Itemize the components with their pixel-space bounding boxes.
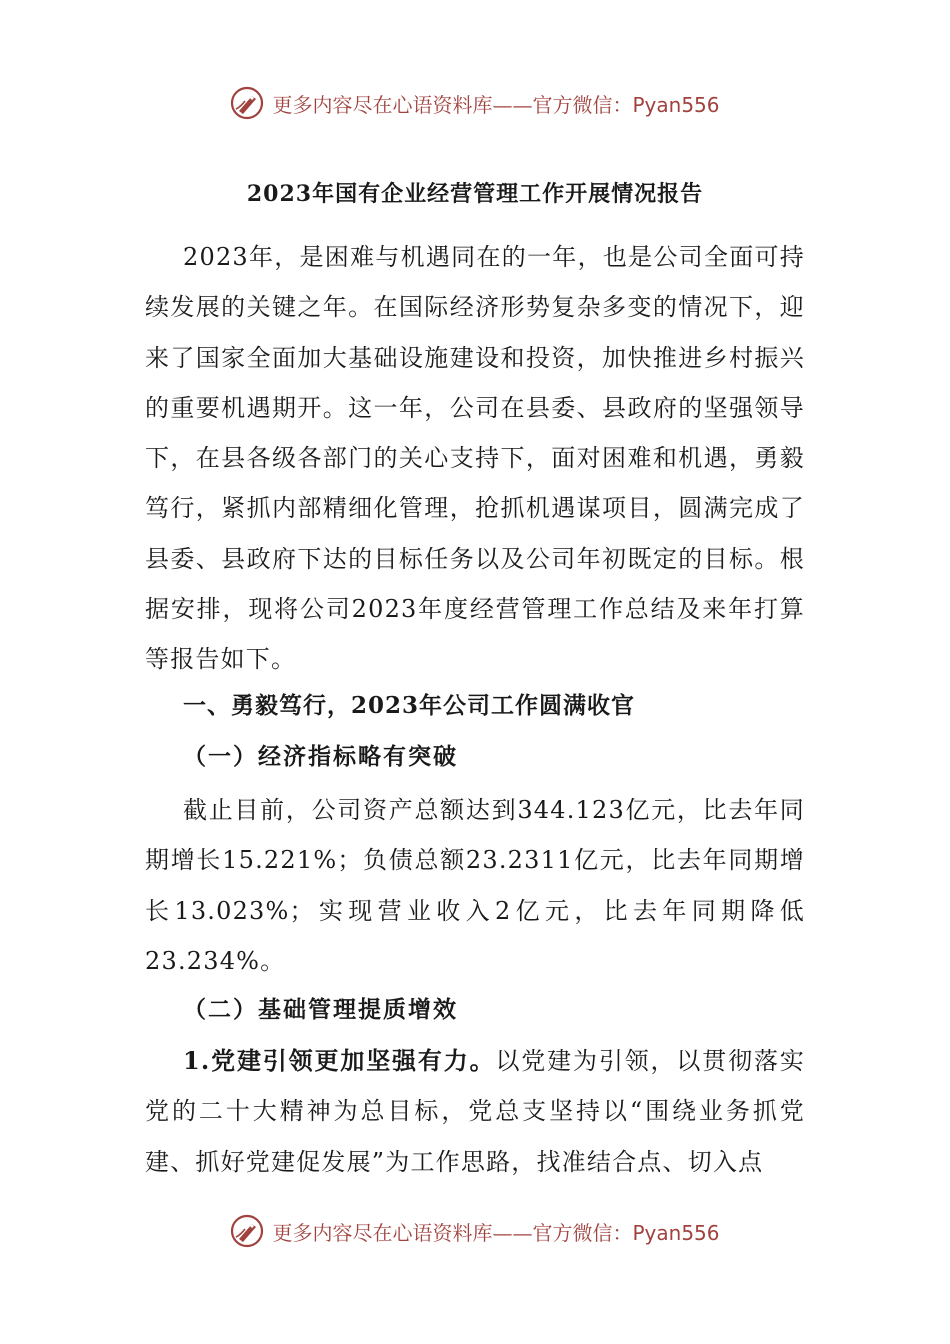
- intro-paragraph: 2023年，是困难与机遇同在的一年，也是公司全面可持续发展的关键之年。在国际经济形势复杂多变的情况下，迎来了国家全面加大基础设施建设和投资，加快推进乡村振兴的重要机遇期开。这一年，公司在县委、县政府的坚强领导下，在县各级各部门的关心支持下，面对困难和机遇，勇毅笃行，紧抓内部精细化管理，抢抓机遇谋项目，圆满完成了县委、县政府下达的目标任务以及公司年初既定的目标。根据安排，现将公司2023年度经营管理工作总结及来年打算等报告如下。: [145, 243, 805, 674]
- document-title: 2023年国有企业经营管理工作开展情况报告: [246, 181, 704, 207]
- section-heading-1: 一、勇毅笃行，2023年公司工作圆满收官: [183, 692, 636, 719]
- subsection-heading-management: （二）基础管理提质增效: [183, 996, 458, 1023]
- pen-nib-logo-icon: [230, 86, 264, 120]
- watermark-text: 更多内容尽在心语资料库——官方微信：Pyan556: [272, 92, 720, 117]
- subsection-heading-economic: （一）经济指标略有突破: [183, 743, 458, 770]
- footer-watermark-banner: [0, 1208, 950, 1254]
- party-building-paragraph: [145, 1036, 805, 1187]
- party-building-lead: 1.党建引领更加坚强有力。: [183, 1046, 496, 1075]
- pen-nib-logo-icon: [230, 1214, 264, 1248]
- watermark-text: 更多内容尽在心语资料库——官方微信：Pyan556: [272, 1220, 720, 1245]
- economic-indicators-paragraph: 截止目前，公司资产总额达到344.123亿元，比去年同期增长15.221%；负债总额23.2311亿元，比去年同期增长13.023%；实现营业收入2亿元，比去年同期降低23.234%。: [145, 796, 805, 975]
- watermark-handle: Pyan556: [632, 92, 720, 117]
- header-watermark-banner: [0, 80, 950, 126]
- party-building-text: 以党建为引领，以贯彻落实党的二十大精神为总目标，党总支坚持以“围绕业务抓党建、抓好党建促发展”为工作思路，找准结合点、切入点: [145, 1047, 805, 1176]
- watermark-handle: Pyan556: [632, 1220, 720, 1245]
